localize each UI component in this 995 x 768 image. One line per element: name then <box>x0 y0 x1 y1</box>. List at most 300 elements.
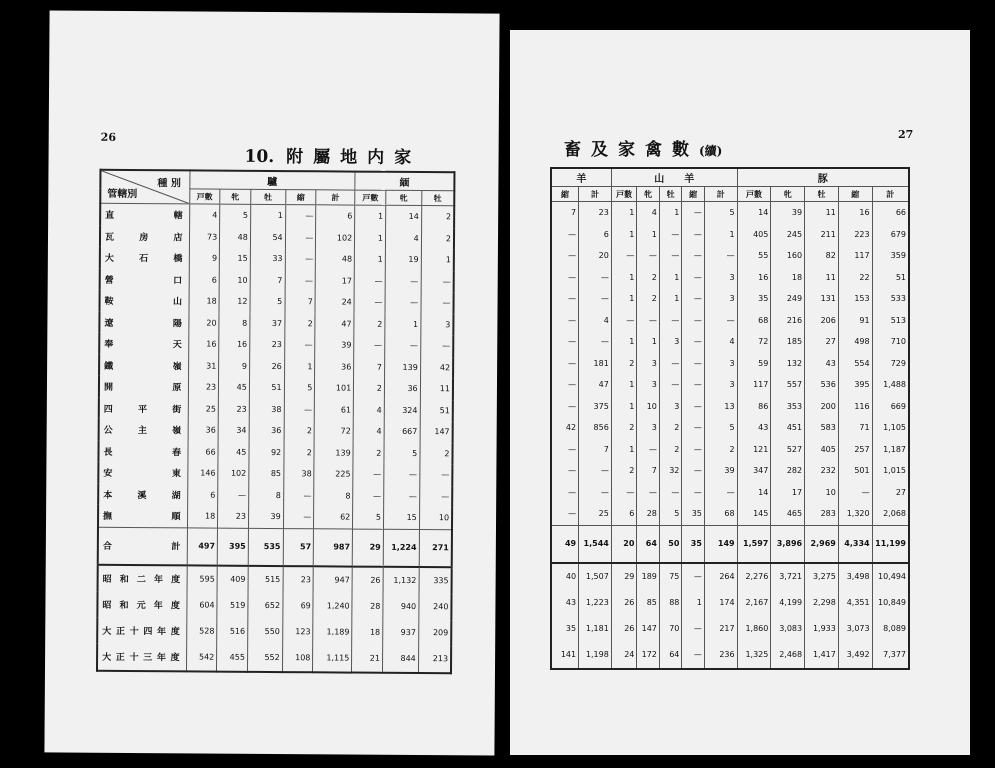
table-cell: 359 <box>872 245 909 267</box>
table-cell: 72 <box>737 331 771 353</box>
table-cell: 38 <box>249 398 284 420</box>
table-cell: 11 <box>420 378 453 400</box>
row-label: 安東 <box>98 462 187 484</box>
group-header: 豚 <box>737 168 909 187</box>
table-cell: 39 <box>248 506 283 528</box>
table-cell: 28 <box>352 593 383 619</box>
table-cell: 324 <box>384 399 420 421</box>
column-header: 牝 <box>637 187 660 202</box>
table-cell: 16 <box>219 334 250 356</box>
table-cell: 595 <box>187 565 218 592</box>
row-label: 開原 <box>99 376 188 398</box>
table-cell: — <box>704 482 737 504</box>
table-cell: 116 <box>838 396 872 418</box>
livestock-table-right <box>550 167 910 670</box>
table-cell: 7 <box>551 202 579 224</box>
table-cell: — <box>285 270 316 292</box>
table-cell: — <box>419 464 452 486</box>
table-cell: 36 <box>384 378 420 400</box>
table-cell: 4,334 <box>838 525 872 563</box>
table-cell: 1 <box>611 374 637 396</box>
table-cell: 7 <box>354 356 385 378</box>
total-row <box>551 525 909 563</box>
column-header: 戸數 <box>611 187 637 202</box>
table-cell: — <box>659 310 682 332</box>
table-cell: 710 <box>872 331 909 353</box>
table-cell: 209 <box>418 620 451 646</box>
table-cell: 14 <box>737 202 771 224</box>
table-cell: 16 <box>188 333 219 355</box>
column-header: 戸數 <box>737 187 771 202</box>
table-cell: 652 <box>248 592 283 618</box>
table-cell: 2 <box>284 442 315 464</box>
table-cell: — <box>384 464 420 486</box>
table-cell: 528 <box>186 618 217 644</box>
table-cell: 409 <box>217 565 248 592</box>
table-cell: 5 <box>284 377 315 399</box>
table-row <box>551 353 909 375</box>
table-cell: — <box>637 310 660 332</box>
year-row <box>98 564 452 593</box>
table-cell: — <box>682 396 705 418</box>
table-cell: 121 <box>737 439 771 461</box>
group-header: 山 羊 <box>611 168 737 187</box>
table-cell: 1,224 <box>383 529 419 567</box>
row-label: 合計 <box>98 527 187 565</box>
table-cell: 536 <box>805 374 839 396</box>
table-cell: 12 <box>219 291 250 313</box>
table-cell: 3 <box>704 288 737 310</box>
table-cell: 1,181 <box>579 616 612 642</box>
table-cell: 283 <box>805 503 839 525</box>
table-cell: 101 <box>315 377 354 399</box>
table-cell: 3,492 <box>838 642 872 669</box>
table-row <box>551 503 909 525</box>
table-cell: — <box>353 464 384 486</box>
table-cell: 9 <box>189 247 220 269</box>
table-cell: 7 <box>250 269 285 291</box>
table-cell: 533 <box>872 288 909 310</box>
table-cell: 85 <box>637 590 660 616</box>
table-cell: 36 <box>315 356 354 378</box>
table-cell: 2 <box>704 439 737 461</box>
table-cell: 1 <box>637 224 660 246</box>
table-cell: 1,860 <box>737 616 771 642</box>
table-cell: 7 <box>637 460 660 482</box>
table-cell: 147 <box>420 421 453 443</box>
table-cell: 70 <box>659 616 682 642</box>
column-header: 計 <box>872 187 909 202</box>
table-cell: 35 <box>737 288 771 310</box>
table-cell: — <box>385 292 421 314</box>
year-row <box>551 563 909 590</box>
table-cell: 2 <box>659 439 682 461</box>
table-cell: 1 <box>611 439 637 461</box>
table-cell: 2 <box>284 313 315 335</box>
row-label: 奉天 <box>99 333 188 355</box>
title-text: 畜及家禽數 <box>564 140 699 160</box>
table-cell: 4 <box>385 227 421 249</box>
table-cell: 102 <box>218 463 249 485</box>
table-cell: 1 <box>355 249 386 271</box>
table-cell: 347 <box>737 460 771 482</box>
table-cell: 2,969 <box>805 525 839 563</box>
row-label: 瓦房店 <box>100 225 189 247</box>
table-cell: 45 <box>218 441 249 463</box>
left-page <box>44 10 499 755</box>
table-row <box>98 483 452 507</box>
table-cell: 1 <box>611 267 637 289</box>
column-header: 牡 <box>421 191 454 206</box>
table-cell: 47 <box>579 374 612 396</box>
table-cell: — <box>659 245 682 267</box>
table-cell: 1,198 <box>579 642 612 669</box>
table-cell: 3 <box>704 353 737 375</box>
table-row <box>551 331 909 353</box>
table-cell: 9 <box>219 355 250 377</box>
table-cell: 395 <box>217 528 248 566</box>
table-cell: 501 <box>838 460 872 482</box>
table-cell: 5 <box>384 442 420 464</box>
table-cell: 2 <box>353 442 384 464</box>
table-cell: 82 <box>805 245 839 267</box>
table-cell: 245 <box>771 224 805 246</box>
table-cell: 35 <box>682 503 705 525</box>
table-cell: — <box>682 642 705 669</box>
row-label: 營口 <box>100 268 189 290</box>
table-cell: 3 <box>704 374 737 396</box>
table-cell: 844 <box>382 645 418 672</box>
table-cell: 72 <box>314 420 353 442</box>
year-row <box>551 590 909 616</box>
table-row <box>551 310 909 332</box>
table-cell: 25 <box>188 398 219 420</box>
year-row <box>97 591 451 619</box>
table-cell: 132 <box>771 353 805 375</box>
table-cell: 7 <box>579 439 612 461</box>
table-cell: 42 <box>551 417 579 439</box>
year-row <box>97 643 451 672</box>
table-cell: 160 <box>771 245 805 267</box>
table-cell: 1,488 <box>872 374 909 396</box>
table-cell: 669 <box>872 396 909 418</box>
table-cell: 497 <box>187 527 218 565</box>
table-cell: 2,298 <box>805 590 839 616</box>
table-cell: 519 <box>217 592 248 618</box>
table-cell: 1 <box>611 331 637 353</box>
table-cell: 1 <box>704 224 737 246</box>
table-cell: 8 <box>219 312 250 334</box>
table-cell: 542 <box>186 644 217 671</box>
table-row <box>551 482 909 504</box>
table-cell: 23 <box>283 566 314 593</box>
table-cell: — <box>682 563 705 590</box>
table-cell: 37 <box>250 312 285 334</box>
table-cell: 2 <box>354 313 385 335</box>
table-cell: 10 <box>805 482 839 504</box>
table-cell: 16 <box>737 267 771 289</box>
table-cell: 583 <box>805 417 839 439</box>
table-cell: 552 <box>247 644 282 671</box>
table-cell: — <box>838 482 872 504</box>
table-cell: 225 <box>314 463 353 485</box>
table-cell: 3,275 <box>805 563 839 590</box>
column-header: 牡 <box>805 187 839 202</box>
table-cell: 550 <box>248 618 283 644</box>
row-label: 昭和二年度 <box>98 564 187 592</box>
table-cell: 271 <box>419 529 452 567</box>
group-header: 驢 <box>189 170 355 190</box>
table-cell: 48 <box>220 226 251 248</box>
table-cell: 249 <box>771 288 805 310</box>
table-cell: 3,498 <box>838 563 872 590</box>
table-cell: 45 <box>219 377 250 399</box>
table-cell: 10,494 <box>872 563 909 590</box>
table-cell: 335 <box>419 567 452 594</box>
table-cell: — <box>551 267 579 289</box>
table-row <box>100 203 454 227</box>
table-cell: 27 <box>805 331 839 353</box>
table-cell: — <box>682 245 705 267</box>
table-cell: 8,089 <box>872 616 909 642</box>
table-cell: 940 <box>383 593 419 619</box>
table-cell: 2 <box>421 228 454 250</box>
corner-top-label: 種 別 <box>157 178 181 190</box>
table-cell: 3 <box>637 417 660 439</box>
table-cell: 856 <box>579 417 612 439</box>
table-row <box>551 224 909 246</box>
table-cell: — <box>682 267 705 289</box>
table-cell: 11,199 <box>872 525 909 563</box>
table-cell: 66 <box>187 441 218 463</box>
table-cell: 123 <box>282 619 313 645</box>
table-cell: — <box>551 245 579 267</box>
table-cell: 1,597 <box>737 525 771 563</box>
table-cell: 8 <box>249 484 284 506</box>
table-cell: 55 <box>737 245 771 267</box>
table-cell: — <box>285 248 316 270</box>
table-cell: 38 <box>283 463 314 485</box>
table-cell: 1 <box>637 331 660 353</box>
table-cell: 17 <box>771 482 805 504</box>
table-cell: 264 <box>704 563 737 590</box>
table-cell: 7,377 <box>872 642 909 669</box>
table-cell: 216 <box>771 310 805 332</box>
table-cell: 26 <box>611 590 637 616</box>
year-row <box>551 642 909 669</box>
table-cell: 16 <box>838 202 872 224</box>
table-cell: 10,849 <box>872 590 909 616</box>
table-cell: 29 <box>352 529 383 567</box>
table-cell: — <box>419 486 452 508</box>
table-cell: 1,507 <box>579 563 612 590</box>
table-cell: 19 <box>385 249 421 271</box>
table-cell: 3 <box>637 374 660 396</box>
row-label: 撫順 <box>98 505 187 528</box>
table-cell: 1 <box>659 202 682 224</box>
table-cell: 26 <box>352 566 383 593</box>
table-cell: 185 <box>771 331 805 353</box>
table-cell: 14 <box>385 205 421 227</box>
table-row <box>551 396 909 418</box>
table-cell: 2,468 <box>771 642 805 669</box>
table-cell: 2 <box>611 460 637 482</box>
page-title <box>564 135 722 160</box>
table-cell: 23 <box>579 202 612 224</box>
table-cell: — <box>551 353 579 375</box>
page-number: 27 <box>898 128 914 141</box>
table-cell: 39 <box>315 334 354 356</box>
table-cell: — <box>283 485 314 507</box>
table-cell: 1 <box>284 356 315 378</box>
table-cell: 1 <box>611 396 637 418</box>
table-cell: 34 <box>218 420 249 442</box>
table-cell: 947 <box>313 566 352 593</box>
table-cell: — <box>354 292 385 314</box>
table-cell: 59 <box>737 353 771 375</box>
table-cell: 1 <box>659 288 682 310</box>
table-cell: 20 <box>611 525 637 563</box>
table-cell: 4 <box>704 331 737 353</box>
row-label: 大正十三年度 <box>97 643 186 671</box>
table-cell: 75 <box>659 563 682 590</box>
table-cell: 35 <box>682 525 705 563</box>
table-cell: — <box>551 482 579 504</box>
table-cell: — <box>421 271 454 293</box>
right-page <box>510 30 970 755</box>
table-cell: 48 <box>316 248 355 270</box>
table-cell: 66 <box>872 202 909 224</box>
table-cell: 2 <box>611 417 637 439</box>
table-cell: 39 <box>771 202 805 224</box>
table-cell: 217 <box>704 616 737 642</box>
table-cell: 6 <box>189 269 220 291</box>
table-cell: 3,073 <box>838 616 872 642</box>
table-cell: 7 <box>285 291 316 313</box>
table-row <box>99 333 453 357</box>
table-cell: 68 <box>737 310 771 332</box>
table-cell: 3,896 <box>771 525 805 563</box>
table-cell: 1 <box>355 227 386 249</box>
table-cell: 1,417 <box>805 642 839 669</box>
table-cell: 4,351 <box>838 590 872 616</box>
table-row <box>551 374 909 396</box>
table-cell: 451 <box>771 417 805 439</box>
table-cell: 43 <box>737 417 771 439</box>
table-cell: — <box>420 335 453 357</box>
table-cell: 1 <box>355 205 386 227</box>
table-cell: 4 <box>579 310 612 332</box>
table-cell: 395 <box>838 374 872 396</box>
table-cell: 1,187 <box>872 439 909 461</box>
table-cell: 145 <box>737 503 771 525</box>
table-cell: 667 <box>384 421 420 443</box>
table-cell: 3 <box>637 353 660 375</box>
table-cell: — <box>385 335 421 357</box>
table-cell: 57 <box>283 528 314 566</box>
column-header: 計 <box>579 187 612 202</box>
table-cell: 51 <box>420 400 453 422</box>
table-cell: 6 <box>579 224 612 246</box>
total-row <box>98 527 452 567</box>
table-cell: 23 <box>218 398 249 420</box>
table-cell: 14 <box>737 482 771 504</box>
corner-header <box>100 170 189 204</box>
table-cell: 141 <box>551 642 579 669</box>
column-header: 縮 <box>682 187 705 202</box>
table-cell: — <box>659 353 682 375</box>
table-cell: — <box>659 374 682 396</box>
title-number: 10. <box>244 146 275 168</box>
column-header: 戸數 <box>189 189 220 204</box>
row-label: 公主嶺 <box>99 419 188 441</box>
table-cell: 1,115 <box>313 645 352 672</box>
table-cell: — <box>551 460 579 482</box>
row-label: 大正十四年度 <box>97 617 186 644</box>
table-cell: 22 <box>838 267 872 289</box>
table-cell: 1,325 <box>737 642 771 669</box>
table-cell: 11 <box>805 267 839 289</box>
table-cell: 1 <box>611 288 637 310</box>
table-cell: 117 <box>737 374 771 396</box>
table-cell: 987 <box>314 528 353 566</box>
year-row <box>97 617 451 645</box>
table-cell: 25 <box>579 503 612 525</box>
table-cell: — <box>579 482 612 504</box>
table-cell: 51 <box>872 267 909 289</box>
table-cell: — <box>682 460 705 482</box>
table-cell: 2 <box>421 206 454 228</box>
table-cell: 2 <box>354 378 385 400</box>
row-label: 四平街 <box>99 397 188 419</box>
table-cell: 13 <box>704 396 737 418</box>
table-cell: — <box>354 270 385 292</box>
table-cell: 516 <box>217 618 248 644</box>
table-cell: 86 <box>737 396 771 418</box>
column-header: 牡 <box>251 189 286 204</box>
table-cell: 29 <box>611 563 637 590</box>
table-cell: 40 <box>551 563 579 590</box>
table-cell: — <box>551 374 579 396</box>
table-cell: — <box>611 245 637 267</box>
table-cell: 15 <box>383 507 419 529</box>
table-cell: 117 <box>838 245 872 267</box>
table-cell: 85 <box>249 463 284 485</box>
table-cell: — <box>579 267 612 289</box>
table-cell: 4 <box>637 202 660 224</box>
table-cell: 3 <box>659 331 682 353</box>
table-cell: — <box>421 292 454 314</box>
table-cell: 18 <box>352 619 383 645</box>
table-cell: — <box>385 270 421 292</box>
table-cell: 47 <box>315 313 354 335</box>
table-cell: 36 <box>249 420 284 442</box>
table-cell: 131 <box>805 288 839 310</box>
page-number: 26 <box>100 130 117 144</box>
table-cell: — <box>284 399 315 421</box>
table-row <box>100 247 454 271</box>
table-cell: — <box>637 482 660 504</box>
table-cell: — <box>551 288 579 310</box>
table-row <box>98 505 452 529</box>
row-label: 遼陽 <box>99 311 188 333</box>
table-cell: 102 <box>316 227 355 249</box>
table-cell: 153 <box>838 288 872 310</box>
table-cell: 20 <box>579 245 612 267</box>
table-cell: — <box>611 482 637 504</box>
table-cell: 353 <box>771 396 805 418</box>
table-cell: 1 <box>611 224 637 246</box>
